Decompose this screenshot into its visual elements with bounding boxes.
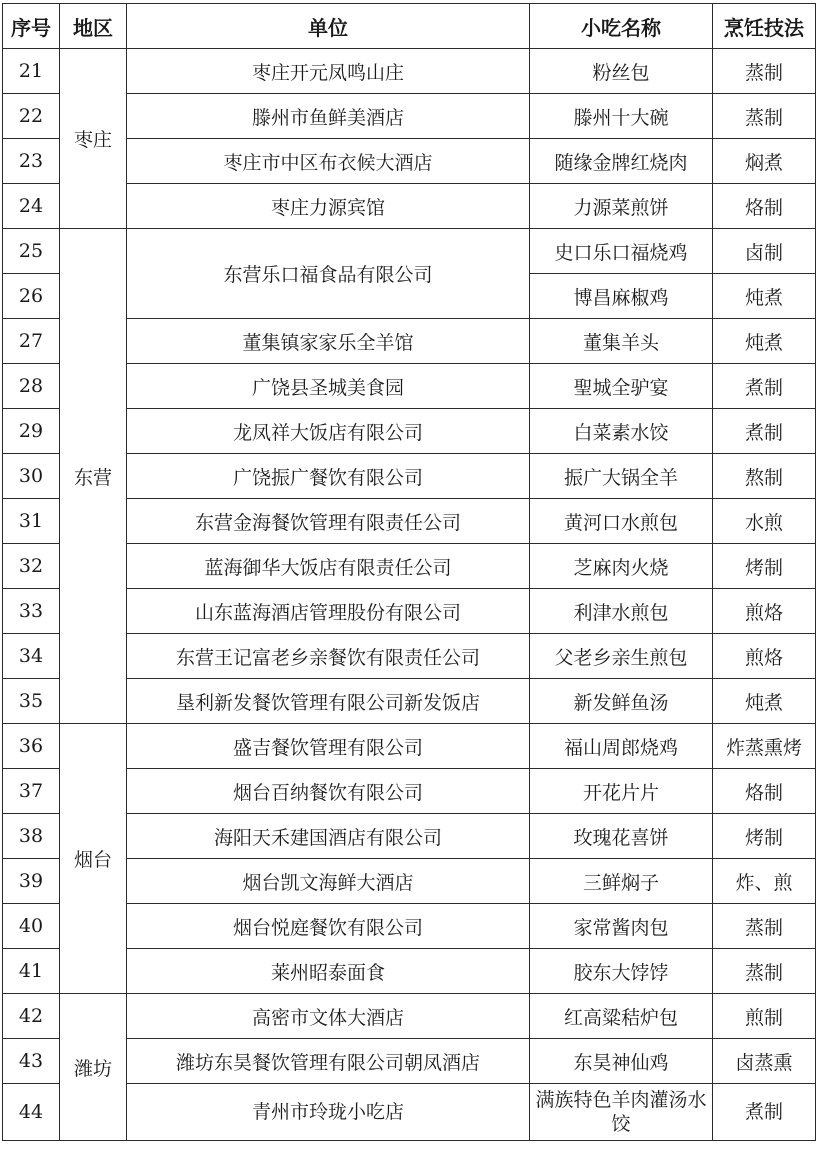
unit-cell: 烟台凯文海鲜大酒店 bbox=[127, 859, 530, 904]
technique-cell: 炖煮 bbox=[713, 274, 816, 319]
snack-cell: 滕州十大碗 bbox=[530, 94, 713, 139]
row-no: 24 bbox=[3, 184, 60, 229]
snack-cell: 家常酱肉包 bbox=[530, 904, 713, 949]
technique-cell: 烤制 bbox=[713, 814, 816, 859]
row-no: 41 bbox=[3, 949, 60, 994]
snack-cell: 董集羊头 bbox=[530, 319, 713, 364]
unit-cell: 东营王记富老乡亲餐饮有限责任公司 bbox=[127, 634, 530, 679]
region-cell: 烟台 bbox=[60, 724, 127, 994]
unit-cell: 莱州昭泰面食 bbox=[127, 949, 530, 994]
unit-cell: 高密市文体大酒店 bbox=[127, 994, 530, 1039]
row-no: 39 bbox=[3, 859, 60, 904]
unit-cell: 烟台百纳餐饮有限公司 bbox=[127, 769, 530, 814]
row-no: 34 bbox=[3, 634, 60, 679]
snack-cell: 红高粱秸炉包 bbox=[530, 994, 713, 1039]
unit-cell: 蓝海御华大饭店有限责任公司 bbox=[127, 544, 530, 589]
technique-cell: 煎烙 bbox=[713, 589, 816, 634]
technique-cell: 烙制 bbox=[713, 769, 816, 814]
technique-cell: 烤制 bbox=[713, 544, 816, 589]
technique-cell: 烙制 bbox=[713, 184, 816, 229]
snack-cell: 福山周郎烧鸡 bbox=[530, 724, 713, 769]
row-no: 37 bbox=[3, 769, 60, 814]
snack-cell: 芝麻肉火烧 bbox=[530, 544, 713, 589]
technique-cell: 卤制 bbox=[713, 229, 816, 274]
snack-cell: 玫瑰花喜饼 bbox=[530, 814, 713, 859]
unit-cell: 枣庄开元凤鸣山庄 bbox=[127, 49, 530, 94]
snack-cell: 白菜素水饺 bbox=[530, 409, 713, 454]
header-snack: 小吃名称 bbox=[530, 4, 713, 49]
snack-cell: 黄河口水煎包 bbox=[530, 499, 713, 544]
snack-cell: 力源菜煎饼 bbox=[530, 184, 713, 229]
snack-cell: 利津水煎包 bbox=[530, 589, 713, 634]
row-no: 21 bbox=[3, 49, 60, 94]
header-row bbox=[3, 4, 816, 49]
row-no: 33 bbox=[3, 589, 60, 634]
region-cell: 东营 bbox=[60, 229, 127, 724]
table-row bbox=[3, 229, 816, 274]
unit-cell: 山东蓝海酒店管理股份有限公司 bbox=[127, 589, 530, 634]
table-row bbox=[3, 994, 816, 1039]
header-technique: 烹饪技法 bbox=[713, 4, 816, 49]
technique-cell: 煎烙 bbox=[713, 634, 816, 679]
snack-cell: 聖城全驴宴 bbox=[530, 364, 713, 409]
technique-cell: 蒸制 bbox=[713, 94, 816, 139]
unit-cell: 枣庄力源宾馆 bbox=[127, 184, 530, 229]
technique-cell: 焖煮 bbox=[713, 139, 816, 184]
region-cell: 枣庄 bbox=[60, 49, 127, 229]
unit-cell: 烟台悦庭餐饮有限公司 bbox=[127, 904, 530, 949]
technique-cell: 蒸制 bbox=[713, 49, 816, 94]
row-no: 25 bbox=[3, 229, 60, 274]
snack-cell: 东昊神仙鸡 bbox=[530, 1039, 713, 1084]
technique-cell: 熬制 bbox=[713, 454, 816, 499]
table-row bbox=[3, 49, 816, 94]
unit-cell: 潍坊东昊餐饮管理有限公司朝凤酒店 bbox=[127, 1039, 530, 1084]
unit-cell: 广饶振广餐饮有限公司 bbox=[127, 454, 530, 499]
row-no: 40 bbox=[3, 904, 60, 949]
unit-cell: 枣庄市中区布衣候大酒店 bbox=[127, 139, 530, 184]
snack-cell: 随缘金牌红烧肉 bbox=[530, 139, 713, 184]
unit-cell: 垦利新发餐饮管理有限公司新发饭店 bbox=[127, 679, 530, 724]
snack-cell: 胶东大饽饽 bbox=[530, 949, 713, 994]
technique-cell: 煎制 bbox=[713, 994, 816, 1039]
snack-cell: 振广大锅全羊 bbox=[530, 454, 713, 499]
row-no: 38 bbox=[3, 814, 60, 859]
technique-cell: 煮制 bbox=[713, 1084, 816, 1141]
technique-cell: 煮制 bbox=[713, 364, 816, 409]
snack-cell: 粉丝包 bbox=[530, 49, 713, 94]
row-no: 28 bbox=[3, 364, 60, 409]
row-no: 26 bbox=[3, 274, 60, 319]
row-no: 23 bbox=[3, 139, 60, 184]
technique-cell: 蒸制 bbox=[713, 949, 816, 994]
row-no: 31 bbox=[3, 499, 60, 544]
snack-cell: 三鲜焖子 bbox=[530, 859, 713, 904]
row-no: 30 bbox=[3, 454, 60, 499]
technique-cell: 煮制 bbox=[713, 409, 816, 454]
table-row bbox=[3, 724, 816, 769]
technique-cell: 水煎 bbox=[713, 499, 816, 544]
unit-cell: 盛吉餐饮管理有限公司 bbox=[127, 724, 530, 769]
header-region: 地区 bbox=[60, 4, 127, 49]
technique-cell: 卤蒸熏 bbox=[713, 1039, 816, 1084]
technique-cell: 炸蒸熏烤 bbox=[713, 724, 816, 769]
unit-cell: 青州市玲珑小吃店 bbox=[127, 1084, 530, 1141]
unit-cell: 东营金海餐饮管理有限责任公司 bbox=[127, 499, 530, 544]
header-no: 序号 bbox=[3, 4, 60, 49]
unit-cell: 海阳天禾建国酒店有限公司 bbox=[127, 814, 530, 859]
row-no: 42 bbox=[3, 994, 60, 1039]
row-no: 29 bbox=[3, 409, 60, 454]
snack-cell: 史口乐口福烧鸡 bbox=[530, 229, 713, 274]
unit-cell: 广饶县圣城美食园 bbox=[127, 364, 530, 409]
row-no: 32 bbox=[3, 544, 60, 589]
snack-cell: 新发鲜鱼汤 bbox=[530, 679, 713, 724]
row-no: 36 bbox=[3, 724, 60, 769]
row-no: 43 bbox=[3, 1039, 60, 1084]
technique-cell: 蒸制 bbox=[713, 904, 816, 949]
technique-cell: 炸、煎 bbox=[713, 859, 816, 904]
unit-cell: 东营乐口福食品有限公司 bbox=[127, 229, 530, 319]
snack-cell: 父老乡亲生煎包 bbox=[530, 634, 713, 679]
row-no: 44 bbox=[3, 1084, 60, 1141]
header-unit: 单位 bbox=[127, 4, 530, 49]
snack-table bbox=[2, 3, 816, 1141]
region-cell: 潍坊 bbox=[60, 994, 127, 1141]
row-no: 27 bbox=[3, 319, 60, 364]
technique-cell: 炖煮 bbox=[713, 319, 816, 364]
unit-cell: 龙凤祥大饭店有限公司 bbox=[127, 409, 530, 454]
snack-cell: 开花片片 bbox=[530, 769, 713, 814]
row-no: 35 bbox=[3, 679, 60, 724]
snack-cell: 满族特色羊肉灌汤水饺 bbox=[530, 1084, 713, 1141]
unit-cell: 滕州市鱼鲜美酒店 bbox=[127, 94, 530, 139]
row-no: 22 bbox=[3, 94, 60, 139]
unit-cell: 董集镇家家乐全羊馆 bbox=[127, 319, 530, 364]
technique-cell: 炖煮 bbox=[713, 679, 816, 724]
snack-cell: 博昌麻椒鸡 bbox=[530, 274, 713, 319]
